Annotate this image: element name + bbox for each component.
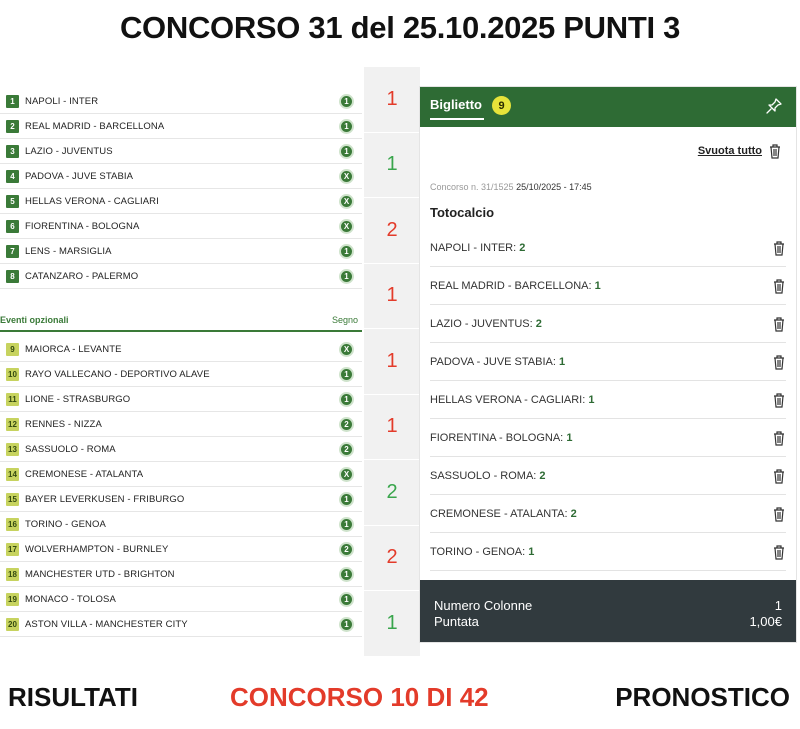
bet-pick: 1 bbox=[588, 393, 595, 406]
delete-bet-icon[interactable] bbox=[772, 316, 786, 332]
result-sign-badge: 2 bbox=[339, 442, 354, 457]
ticket-panel bbox=[419, 86, 797, 643]
match-number: 11 bbox=[6, 393, 19, 406]
match-row bbox=[0, 412, 362, 437]
match-row bbox=[0, 462, 362, 487]
bet-row bbox=[430, 305, 786, 343]
match-number: 5 bbox=[6, 195, 19, 208]
match-name: FIORENTINA - BOLOGNA bbox=[25, 220, 140, 232]
page-title: CONCORSO 31 del 25.10.2025 PUNTI 3 bbox=[119, 10, 681, 45]
match-name: WOLVERHAMPTON - BURNLEY bbox=[25, 543, 169, 555]
bet-match: REAL MADRID - BARCELLONA: bbox=[430, 279, 592, 292]
bet-match: FIORENTINA - BOLOGNA: bbox=[430, 431, 564, 444]
bets-list bbox=[430, 229, 786, 571]
outcome-cell: 1 bbox=[364, 133, 420, 199]
match-name: LAZIO - JUVENTUS bbox=[25, 145, 113, 157]
match-name: MONACO - TOLOSA bbox=[25, 593, 116, 605]
bet-text bbox=[430, 432, 572, 444]
outcome-cell: 2 bbox=[364, 460, 420, 526]
bet-text bbox=[430, 470, 546, 482]
outcome-cell: 2 bbox=[364, 526, 420, 592]
result-sign-badge: 1 bbox=[339, 567, 354, 582]
match-name: TORINO - GENOA bbox=[25, 518, 106, 530]
match-number: 2 bbox=[6, 120, 19, 133]
result-sign-badge: 1 bbox=[339, 492, 354, 507]
bet-pick: 1 bbox=[594, 279, 601, 292]
match-number: 13 bbox=[6, 443, 19, 456]
bet-row bbox=[430, 229, 786, 267]
result-sign-badge: 1 bbox=[339, 119, 354, 134]
clear-all-button[interactable] bbox=[698, 143, 782, 159]
result-sign-badge: 2 bbox=[339, 417, 354, 432]
bet-match: SASSUOLO - ROMA: bbox=[430, 469, 537, 482]
bet-pick: 2 bbox=[539, 469, 546, 482]
match-row bbox=[0, 612, 362, 637]
match-name: CREMONESE - ATALANTA bbox=[25, 468, 144, 480]
result-sign-badge: X bbox=[339, 467, 354, 482]
match-name: PADOVA - JUVE STABIA bbox=[25, 170, 134, 182]
puntata-value: 1,00€ bbox=[749, 614, 782, 629]
bet-match: PADOVA - JUVE STABIA: bbox=[430, 355, 556, 368]
bet-match: TORINO - GENOA: bbox=[430, 545, 526, 558]
match-row bbox=[0, 337, 362, 362]
match-name: MANCHESTER UTD - BRIGHTON bbox=[25, 568, 175, 580]
ticket-tab-underline bbox=[430, 118, 484, 120]
delete-bet-icon[interactable] bbox=[772, 544, 786, 560]
bet-pick: 2 bbox=[535, 317, 542, 330]
delete-bet-icon[interactable] bbox=[772, 506, 786, 522]
match-row bbox=[0, 139, 362, 164]
match-row bbox=[0, 512, 362, 537]
results-list-main bbox=[0, 89, 362, 289]
match-number: 3 bbox=[6, 145, 19, 158]
match-number: 4 bbox=[6, 170, 19, 183]
match-name: CATANZARO - PALERMO bbox=[25, 270, 139, 282]
delete-bet-icon[interactable] bbox=[772, 354, 786, 370]
match-row bbox=[0, 562, 362, 587]
match-name: LENS - MARSIGLIA bbox=[25, 245, 112, 257]
delete-bet-icon[interactable] bbox=[772, 468, 786, 484]
match-name: RENNES - NIZZA bbox=[25, 418, 102, 430]
result-sign-badge: X bbox=[339, 219, 354, 234]
outcome-cell: 1 bbox=[364, 591, 420, 657]
result-sign-badge: 1 bbox=[339, 269, 354, 284]
ticket-summary bbox=[420, 580, 796, 642]
match-row bbox=[0, 89, 362, 114]
match-name: SASSUOLO - ROMA bbox=[25, 443, 116, 455]
result-sign-badge: X bbox=[339, 194, 354, 209]
match-row bbox=[0, 214, 362, 239]
result-sign-badge: 1 bbox=[339, 144, 354, 159]
prediction-caption: PRONOSTICO bbox=[615, 682, 790, 712]
match-name: BAYER LEVERKUSEN - FRIBURGO bbox=[25, 493, 185, 505]
concorso-info bbox=[430, 182, 592, 192]
match-row bbox=[0, 487, 362, 512]
ticket-count-badge: 9 bbox=[492, 96, 511, 115]
match-name: MAIORCA - LEVANTE bbox=[25, 343, 122, 355]
match-number: 9 bbox=[6, 343, 19, 356]
result-sign-badge: 1 bbox=[339, 367, 354, 382]
match-row bbox=[0, 189, 362, 214]
results-list-optional bbox=[0, 337, 362, 637]
match-number: 8 bbox=[6, 270, 19, 283]
match-row bbox=[0, 362, 362, 387]
bet-row bbox=[430, 267, 786, 305]
result-sign-badge: 1 bbox=[339, 592, 354, 607]
result-sign-badge: 1 bbox=[339, 94, 354, 109]
match-number: 18 bbox=[6, 568, 19, 581]
match-row bbox=[0, 437, 362, 462]
colonne-value: 1 bbox=[774, 598, 782, 613]
match-row bbox=[0, 587, 362, 612]
bet-match: NAPOLI - INTER: bbox=[430, 241, 517, 254]
colonne-label: Numero Colonne bbox=[434, 598, 533, 613]
bet-row bbox=[430, 343, 786, 381]
match-number: 12 bbox=[6, 418, 19, 431]
bet-text bbox=[430, 242, 525, 254]
outcome-cell: 1 bbox=[364, 395, 420, 461]
bet-row bbox=[430, 495, 786, 533]
match-row bbox=[0, 387, 362, 412]
bet-text bbox=[430, 318, 542, 330]
pin-icon[interactable] bbox=[766, 98, 782, 114]
bet-match: HELLAS VERONA - CAGLIARI: bbox=[430, 393, 586, 406]
match-name: REAL MADRID - BARCELLONA bbox=[25, 120, 165, 132]
match-row bbox=[0, 537, 362, 562]
bet-pick: 2 bbox=[519, 241, 526, 254]
ticket-header bbox=[420, 87, 796, 127]
bet-text bbox=[430, 394, 594, 406]
bet-text bbox=[430, 356, 565, 368]
match-number: 1 bbox=[6, 95, 19, 108]
bet-pick: 1 bbox=[566, 431, 573, 444]
match-name: LIONE - STRASBURGO bbox=[25, 393, 131, 405]
bet-row bbox=[430, 457, 786, 495]
result-sign-badge: 1 bbox=[339, 392, 354, 407]
concorso-date: 25/10/2025 - 17:45 bbox=[516, 182, 592, 192]
match-number: 14 bbox=[6, 468, 19, 481]
delete-bet-icon[interactable] bbox=[772, 392, 786, 408]
match-row bbox=[0, 264, 362, 289]
result-sign-badge: 2 bbox=[339, 542, 354, 557]
delete-bet-icon[interactable] bbox=[772, 278, 786, 294]
match-number: 7 bbox=[6, 245, 19, 258]
delete-bet-icon[interactable] bbox=[772, 240, 786, 256]
match-row bbox=[0, 114, 362, 139]
result-sign-badge: X bbox=[339, 342, 354, 357]
match-row bbox=[0, 164, 362, 189]
optional-events-label: Eventi opzionali bbox=[0, 315, 69, 325]
puntata-label: Puntata bbox=[434, 614, 479, 629]
bet-text bbox=[430, 546, 534, 558]
game-name: Totocalcio bbox=[430, 205, 495, 220]
concorso-number: Concorso n. 31/1525 bbox=[430, 182, 514, 192]
match-number: 20 bbox=[6, 618, 19, 631]
bet-pick: 1 bbox=[558, 355, 566, 368]
result-sign-badge: 1 bbox=[339, 517, 354, 532]
bet-row bbox=[430, 381, 786, 419]
bet-match: CREMONESE - ATALANTA: bbox=[430, 507, 568, 520]
bet-text bbox=[430, 280, 601, 292]
match-number: 16 bbox=[6, 518, 19, 531]
bet-text bbox=[430, 508, 577, 520]
match-name: NAPOLI - INTER bbox=[25, 95, 99, 107]
bet-pick: 1 bbox=[528, 545, 535, 558]
results-caption: RISULTATI bbox=[8, 682, 138, 712]
match-number: 19 bbox=[6, 593, 19, 606]
bet-match: LAZIO - JUVENTUS: bbox=[430, 317, 533, 330]
match-name: HELLAS VERONA - CAGLIARI bbox=[25, 195, 159, 207]
outcome-cell: 1 bbox=[364, 67, 420, 133]
delete-bet-icon[interactable] bbox=[772, 430, 786, 446]
outcome-cell: 1 bbox=[364, 329, 420, 395]
match-name: RAYO VALLECANO - DEPORTIVO ALAVE bbox=[25, 368, 210, 380]
concorso-caption: CONCORSO 10 DI 42 bbox=[230, 682, 489, 712]
match-name: ASTON VILLA - MANCHESTER CITY bbox=[25, 618, 188, 630]
sign-column-label: Segno bbox=[331, 315, 358, 325]
match-number: 10 bbox=[6, 368, 19, 381]
bet-row bbox=[430, 533, 786, 571]
outcome-cell: 1 bbox=[364, 264, 420, 330]
optional-events-header bbox=[0, 312, 362, 332]
clear-all-label: Svuota tutto bbox=[697, 145, 762, 157]
result-sign-badge: 1 bbox=[339, 244, 354, 259]
result-sign-badge: X bbox=[339, 169, 354, 184]
bet-pick: 2 bbox=[570, 507, 577, 520]
result-sign-badge: 1 bbox=[339, 617, 354, 632]
match-number: 17 bbox=[6, 543, 19, 556]
trash-icon bbox=[768, 143, 782, 159]
match-row bbox=[0, 239, 362, 264]
outcomes-column bbox=[364, 67, 420, 657]
outcome-cell: 2 bbox=[364, 198, 420, 264]
bet-row bbox=[430, 419, 786, 457]
match-number: 15 bbox=[6, 493, 19, 506]
match-number: 6 bbox=[6, 220, 19, 233]
ticket-tab[interactable]: Biglietto bbox=[430, 97, 482, 112]
